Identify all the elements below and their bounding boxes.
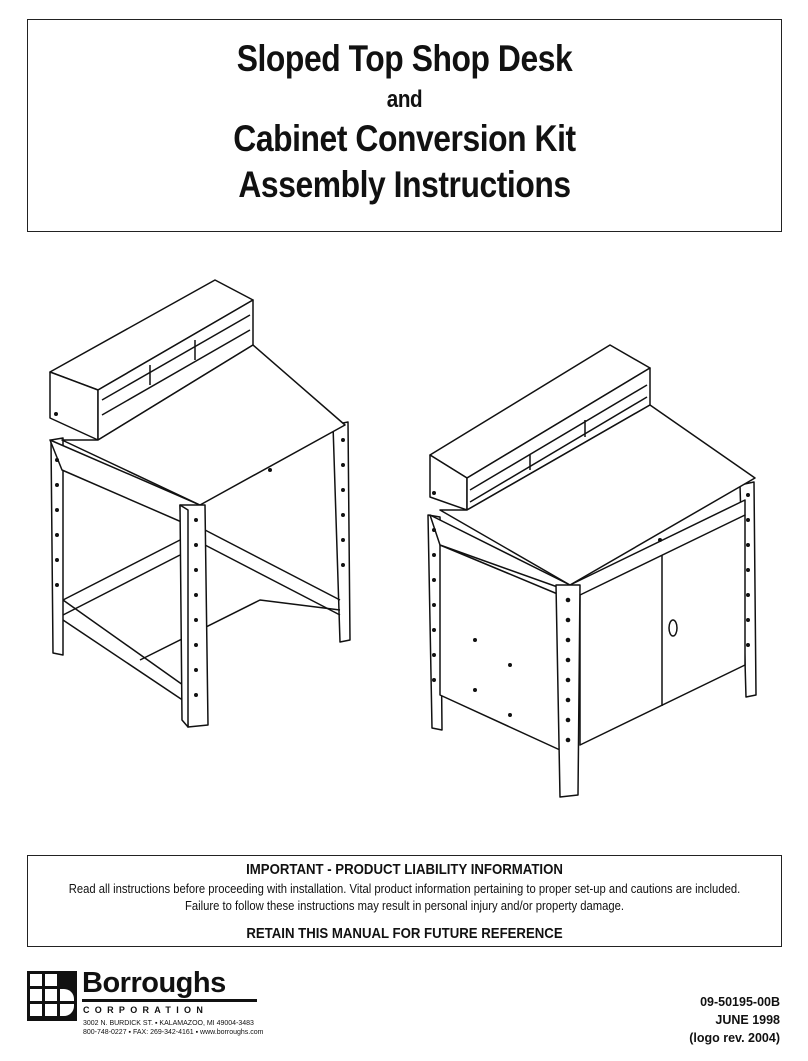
company-contact: 800-748-0227 ▪ FAX: 269-342-4161 ▪ www.borroughs.com: [83, 1029, 264, 1036]
logo-grid-mark: [27, 971, 77, 1021]
logo-revision: (logo rev. 2004): [689, 1031, 780, 1045]
title-line-3: Cabinet Conversion Kit: [233, 118, 576, 159]
retain-manual-notice: RETAIN THIS MANUAL FOR FUTURE REFERENCE: [246, 925, 563, 942]
liability-heading: IMPORTANT - PRODUCT LIABILITY INFORMATION: [246, 861, 563, 878]
title-box: [27, 19, 782, 232]
liability-body-line-1: Read all instructions before proceeding with installation. Vital product information pertaining to proper set-up and cautions are included.: [68, 882, 741, 896]
part-number: 09-50195-00B: [700, 995, 780, 1009]
company-address: 3002 N. BURDICK ST. ▪ KALAMAZOO, MI 49004-3483: [83, 1020, 254, 1027]
title-line-1: Sloped Top Shop Desk: [236, 38, 573, 79]
document-info: [689, 993, 780, 1047]
title-line-4: Assembly Instructions: [238, 164, 571, 205]
borroughs-logo: [27, 967, 267, 1041]
title-line-2: and: [386, 86, 423, 113]
shop-desk-illustration: [50, 280, 350, 727]
logo-brand-name: Borroughs: [82, 967, 226, 999]
logo-rule: [82, 999, 257, 1002]
product-liability-box: [27, 855, 782, 947]
logo-corporation: CORPORATION: [83, 1005, 209, 1015]
liability-body-line-2: Failure to follow these instructions may result in personal injury and/or property damage.: [185, 899, 624, 913]
desk-illustrations: [0, 260, 808, 820]
document-date: JUNE 1998: [715, 1013, 780, 1027]
cabinet-desk-illustration: [428, 345, 756, 797]
